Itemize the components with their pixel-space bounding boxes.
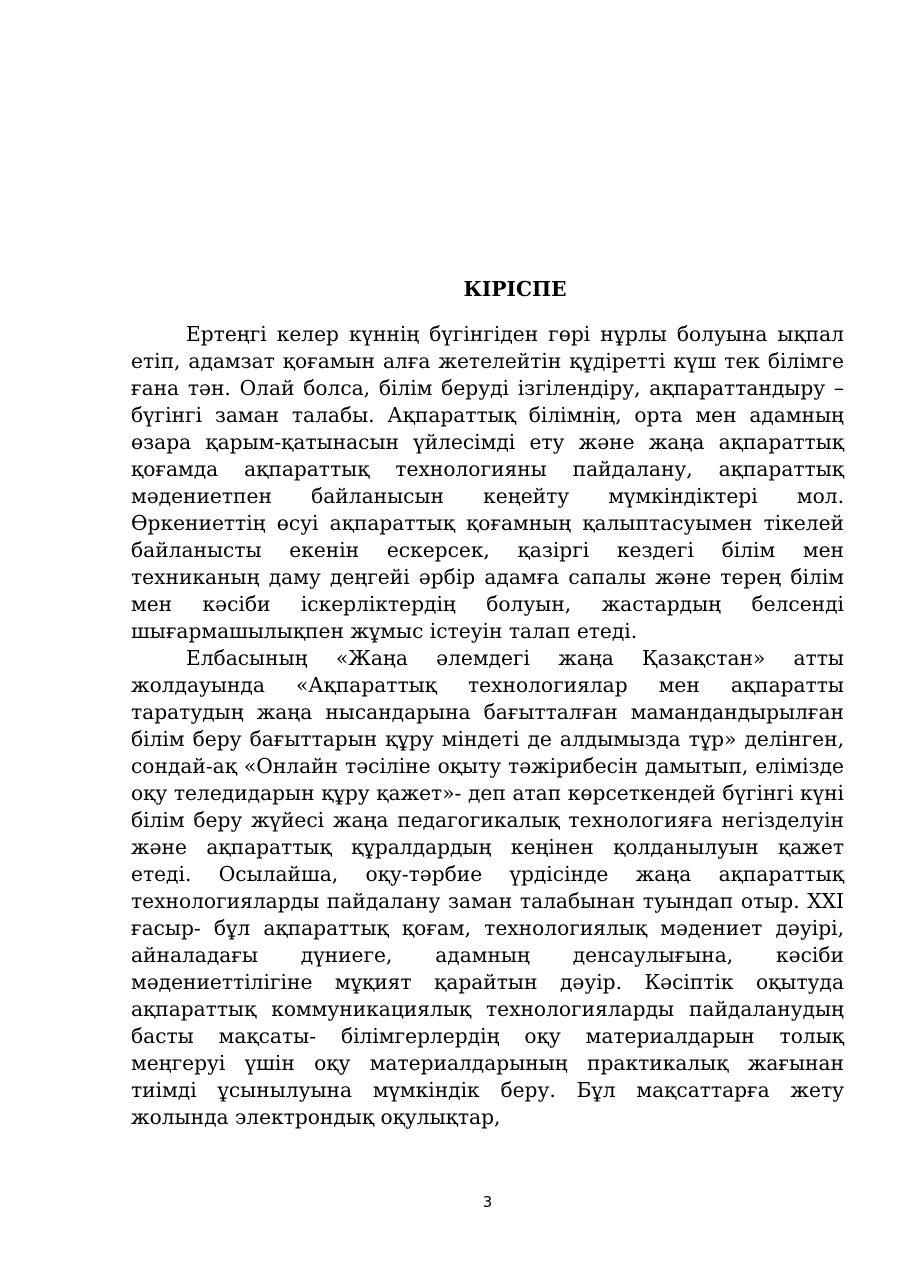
paragraph-address: Елбасының «Жаңа әлемдегі жаңа Қазақстан» атты жолдауында «Ақпараттық технологиялар мен ақпаратты таратудың жаңа нысандарына бағытталған мамандандырылған білім беру бағыттарын құру міндеті де алдымызда тұр» делінген, сондай-ақ «Онлайн тәсіліне оқыту тәжірибесін дамытып, елімізде оқу теледидарын құру қажет»- деп атап көрсеткендей бүгінгі күні білім беру жүйесі жаңа педагогикалық технологияға негізделуін және ақпараттық құралдардың кеңінен қолданылуын қажет етеді. Осылайша, оқу-тәрбие үрдісінде жаңа ақпараттық технологияларды пайдалану заман талабынан туындап отыр. ХХІ ғасыр- бұл ақпараттық қоғам, технологиялық мәдениет дәуірі, айналадағы дүниеге, адамның денсаулығына, кәсіби мәдениеттілігіне мұқият қарайтын дәуір. Кәсіптік оқытуда ақпараттық коммуникациялық технологияларды пайдаланудың басты мақсаты- білімгерлердің оқу материалдарын толық меңгеруі үшін оқу материалдарының практикалық жағынан тиімді ұсынылуына мүмкіндік беру. Бұл мақсаттарға жету жолында электрондық оқулықтар, xyxy=(131,646,844,1129)
document-body xyxy=(131,276,844,1131)
page-number: 3 xyxy=(482,1193,493,1211)
paragraph-intro: Ертеңгі келер күннің бүгінгіден гөрі нұрлы болуына ықпал етіп, адамзат қоғамын алға жетелейтін құдіретті күш тек білімге ғана тән. Олай болса, білім беруді ізгілендіру, ақпараттандыру – бүгінгі заман талабы. Ақпараттық білімнің, орта мен адамның өзара қарым-қатынасын үйлесімді ету және жаңа ақпараттық қоғамда ақпараттық технологияны пайдалану, ақпараттық мәдениетпен байланысын кеңейту мүмкіндіктері мол. Өркениеттің өсуі ақпараттық қоғамның қалыптасуымен тікелей байланысты екенін ескерсек, қазіргі кездегі білім мен техниканың даму деңгейі әрбір адамға сапалы және терең білім мен кәсіби іскерліктердің болуын, жастардың белсенді шығармашылықпен жұмыс істеуін талап етеді. xyxy=(131,322,844,643)
section-heading: КІРІСПЕ xyxy=(463,277,567,301)
